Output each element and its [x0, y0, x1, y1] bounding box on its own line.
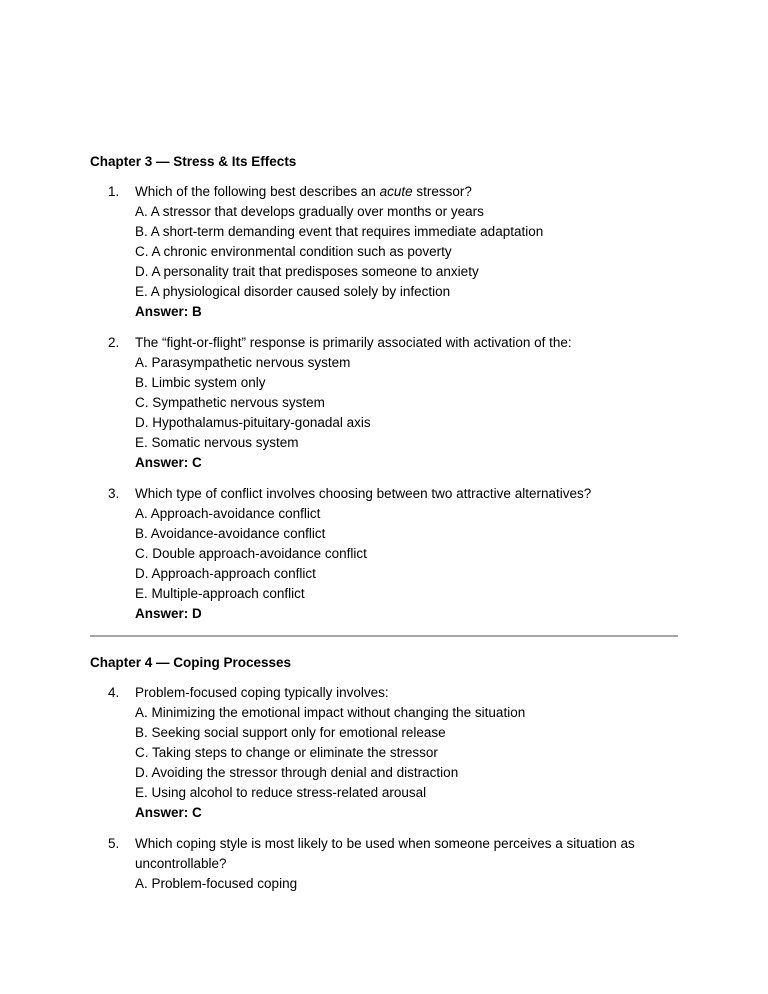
question-1	[90, 182, 678, 322]
question-5-number: 5.	[108, 836, 120, 851]
question-2-option-d: D. Hypothalamus-pituitary-gonadal axis	[135, 415, 371, 430]
question-3-text	[135, 484, 678, 504]
question-3	[90, 484, 678, 624]
question-1-option-a: A. A stressor that develops gradually over months or years	[135, 204, 484, 219]
question-3-answer: Answer: D	[135, 606, 202, 621]
question-2-text-pre: The “fight-or-flight” response is primarily associated with activation of the:	[135, 335, 572, 350]
question-2-option-e: E. Somatic nervous system	[135, 435, 299, 450]
question-2-number: 2.	[108, 335, 120, 350]
section-chapter-4	[90, 653, 678, 894]
section-divider-rule	[90, 635, 678, 637]
question-4-option-a: A. Minimizing the emotional impact without changing the situation	[135, 705, 526, 720]
question-2	[90, 333, 678, 473]
chapter-3-heading: Chapter 3 — Stress & Its Effects	[90, 154, 297, 169]
question-2-option-a: A. Parasympathetic nervous system	[135, 355, 351, 370]
question-1-option-d: D. A personality trait that predisposes someone to anxiety	[135, 264, 479, 279]
question-3-option-d: D. Approach-approach conflict	[135, 566, 316, 581]
question-1-text-post: stressor?	[412, 184, 472, 199]
question-3-option-e: E. Multiple-approach conflict	[135, 586, 305, 601]
question-3-option-a: A. Approach-avoidance conflict	[135, 506, 321, 521]
question-5-text	[135, 834, 678, 874]
question-1-text	[135, 182, 678, 202]
question-4-option-d: D. Avoiding the stressor through denial and distraction	[135, 765, 459, 780]
question-3-number: 3.	[108, 486, 120, 501]
question-5-text-pre: Which coping style is most likely to be used when someone perceives a situation as uncontrollable?	[135, 836, 635, 871]
question-3-text-pre: Which type of conflict involves choosing between two attractive alternatives?	[135, 486, 592, 501]
question-4-option-b: B. Seeking social support only for emotional release	[135, 725, 446, 740]
question-4-text	[135, 683, 678, 703]
chapter-4-heading: Chapter 4 — Coping Processes	[90, 655, 292, 670]
question-2-answer: Answer: C	[135, 455, 202, 470]
document-content	[90, 152, 678, 905]
question-1-number: 1.	[108, 184, 120, 199]
question-4-answer: Answer: C	[135, 805, 202, 820]
question-1-option-e: E. A physiological disorder caused solely by infection	[135, 284, 451, 299]
question-3-option-b: B. Avoidance-avoidance conflict	[135, 526, 326, 541]
section-chapter-3	[90, 152, 678, 624]
question-4-number: 4.	[108, 685, 120, 700]
question-1-text-italic: acute	[379, 184, 413, 199]
question-4-text-pre: Problem-focused coping typically involves:	[135, 685, 389, 700]
question-5	[90, 834, 678, 894]
question-2-option-c: C. Sympathetic nervous system	[135, 395, 325, 410]
question-4	[90, 683, 678, 823]
question-5-option-a: A. Problem-focused coping	[135, 876, 298, 891]
question-2-option-b: B. Limbic system only	[135, 375, 266, 390]
question-1-option-b: B. A short-term demanding event that requires immediate adaptation	[135, 224, 544, 239]
question-4-option-c: C. Taking steps to change or eliminate the stressor	[135, 745, 438, 760]
question-1-option-c: C. A chronic environmental condition such as poverty	[135, 244, 452, 259]
question-2-text	[135, 333, 678, 353]
question-1-answer: Answer: B	[135, 304, 202, 319]
question-4-option-e: E. Using alcohol to reduce stress-related arousal	[135, 785, 427, 800]
question-1-text-pre: Which of the following best describes an	[135, 184, 380, 199]
question-3-option-c: C. Double approach-avoidance conflict	[135, 546, 367, 561]
